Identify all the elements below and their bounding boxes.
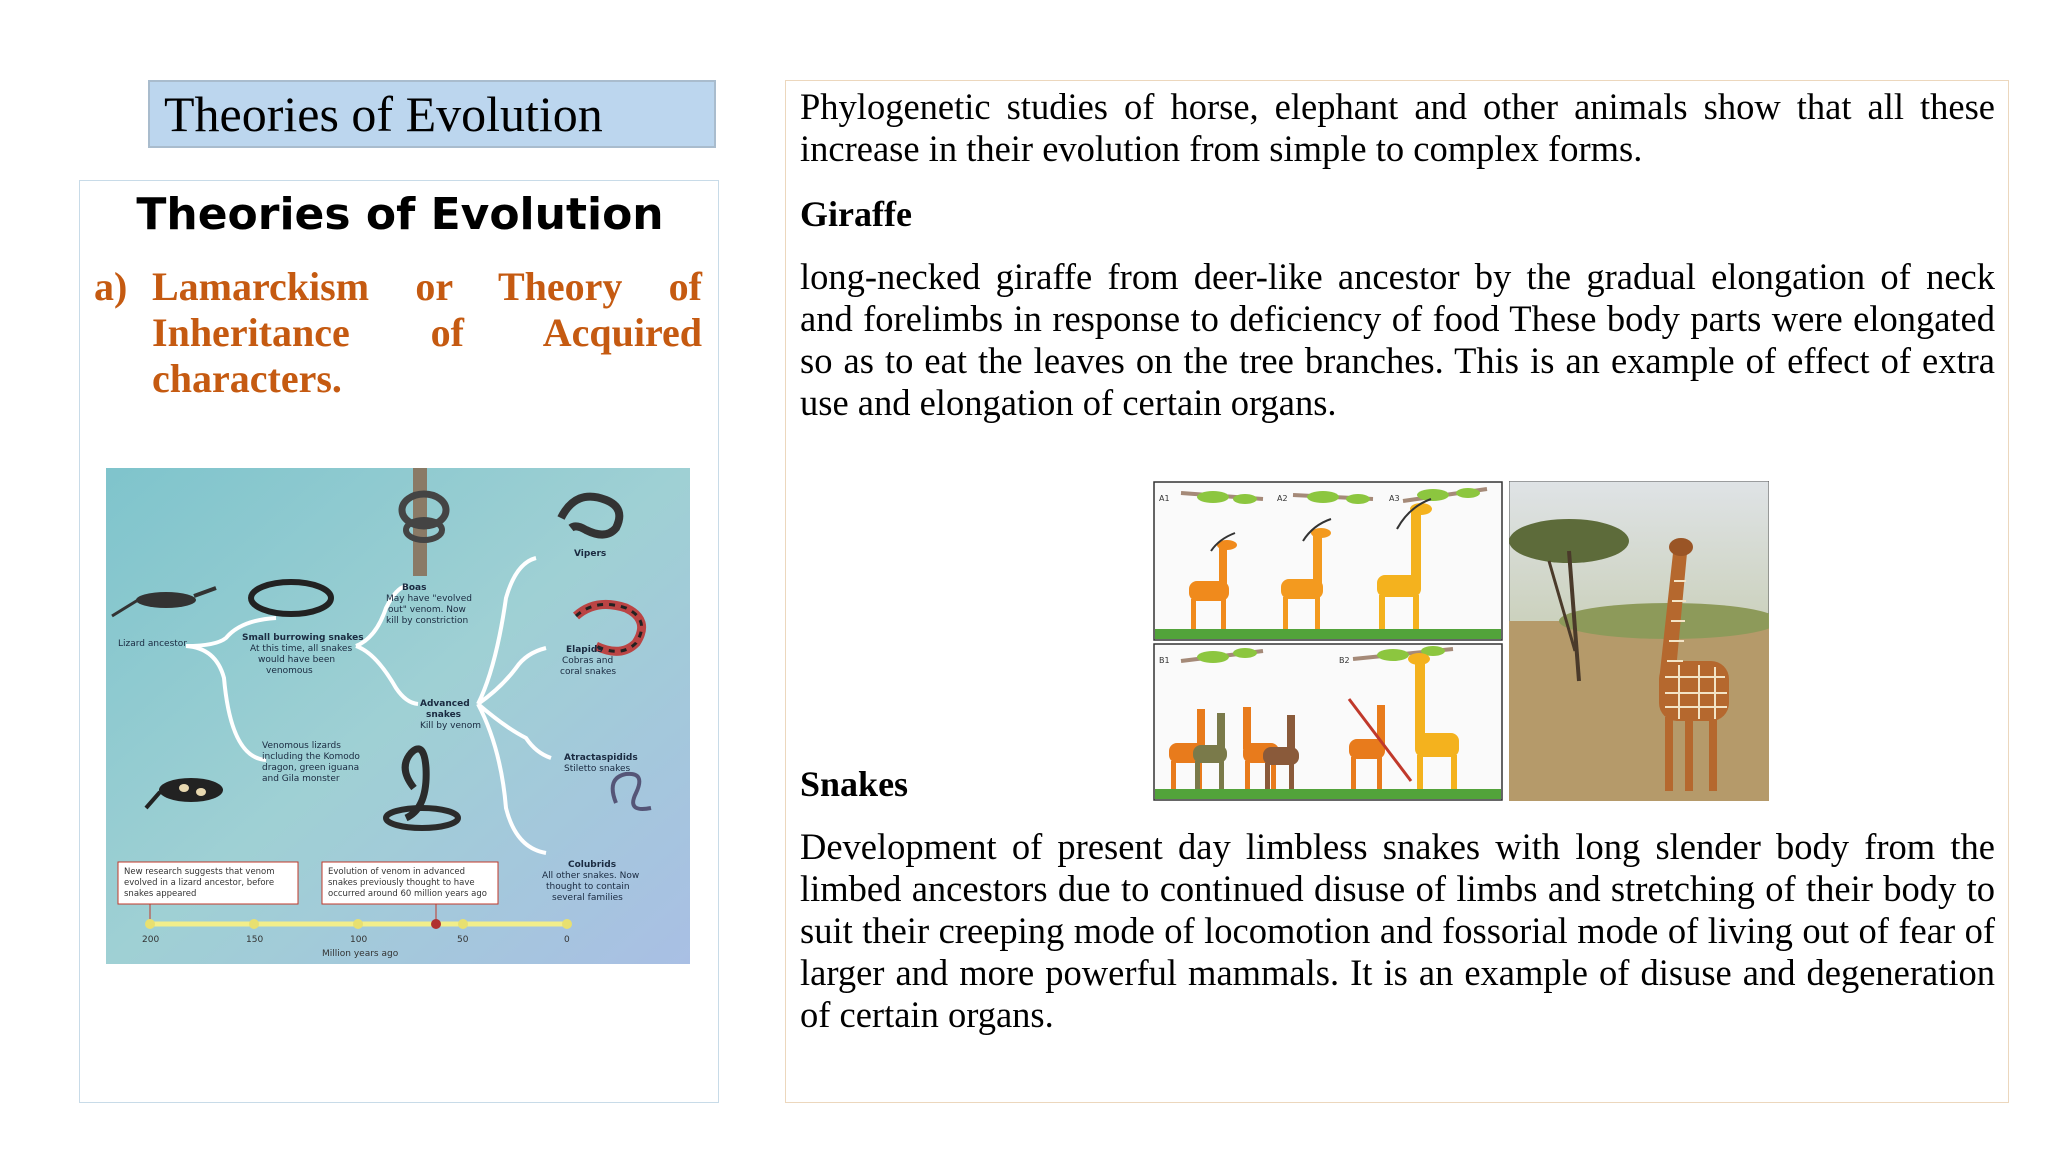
note2-l3: occurred around 60 million years ago: [328, 889, 487, 899]
label-burrowing-l2: would have been: [258, 655, 336, 665]
giraffe-heading: Giraffe: [800, 194, 912, 234]
panel-a: [1154, 482, 1502, 640]
label-elapids-l2: coral snakes: [560, 667, 617, 677]
slide-title: Theories of Evolution: [148, 80, 716, 148]
intro-paragraph: Phylogenetic studies of horse, elephant and other animals show that all these increase in their evolution from simple to complex forms.: [800, 86, 1995, 169]
label-lizard-ancestor: Lizard ancestor: [118, 639, 187, 649]
note1-l1: New research suggests that venom: [124, 867, 275, 877]
section-heading: Theories of Evolution: [136, 189, 664, 240]
label-boas-l2: out" venom. Now: [388, 605, 466, 615]
note1-l3: snakes appeared: [124, 889, 197, 899]
tick-200: 200: [142, 935, 160, 945]
label-a1: A1: [1159, 494, 1170, 503]
label-colubrids-l2: thought to contain: [546, 882, 630, 892]
giraffe-paragraph: long-necked giraffe from deer-like ancestor by the gradual elongation of neck and forelimbs in response to deficiency of food These body parts were elongated so as to eat the leaves on the tree branches. This is an example of effect of extra use and elongation of certain organs.: [800, 256, 1995, 423]
tick-0: 0: [564, 935, 570, 945]
theory-title: Lamarckism or Theory of Inheritance of Acquired characters.: [152, 264, 702, 401]
tick-50: 50: [457, 935, 469, 945]
label-venlizard-l3: dragon, green iguana: [262, 763, 360, 773]
label-venlizard-l1: Venomous lizards: [262, 741, 341, 751]
list-marker: a): [94, 264, 128, 309]
label-colubrids-l1: All other snakes. Now: [542, 871, 640, 881]
label-burrowing-l1: At this time, all snakes: [250, 644, 353, 654]
label-atract-l1: Stiletto snakes: [564, 764, 631, 774]
label-atract-title: Atractaspidids: [564, 753, 638, 763]
label-advanced-l3: Kill by venom: [420, 721, 482, 731]
label-vipers: Vipers: [574, 549, 607, 559]
label-colubrids-l3: several families: [552, 893, 623, 903]
label-a3: A3: [1389, 494, 1400, 503]
snakes-heading: Snakes: [800, 764, 909, 804]
label-burrowing-title: Small burrowing snakes: [242, 633, 364, 643]
axis-label: Million years ago: [322, 949, 399, 959]
label-b2: B2: [1339, 656, 1350, 665]
label-advanced-l2: snakes: [426, 710, 462, 720]
giraffe-evolution-diagram: [1153, 481, 1503, 801]
label-boas-l3: kill by constriction: [386, 616, 469, 626]
label-venlizard-l4: and Gila monster: [262, 774, 340, 784]
panel-b: [1154, 644, 1502, 800]
giraffe-photo: [1509, 481, 1769, 801]
snake-evolution-figure: [106, 468, 690, 964]
label-elapids-l1: Cobras and: [562, 656, 614, 666]
label-a2: A2: [1277, 494, 1288, 503]
label-b1: B1: [1159, 656, 1170, 665]
note2-l2: snakes previously thought to have: [328, 878, 475, 888]
label-colubrids-title: Colubrids: [568, 860, 617, 870]
label-advanced-l1: Advanced: [420, 699, 470, 709]
note2-l1: Evolution of venom in advanced: [328, 867, 466, 877]
label-boas-title: Boas: [402, 583, 427, 593]
label-venlizard-l2: including the Komodo: [262, 752, 360, 762]
snakes-paragraph: Development of present day limbless snakes with long slender body from the limbed ancestors due to continued disuse of limbs and stretching of their body to suit their creeping mode of locomotion and fossorial mode of living out of fear of larger and more powerful mammals. It is an example of disuse and degeneration of certain organs.: [800, 826, 1995, 1035]
tick-100: 100: [350, 935, 368, 945]
note1-l2: evolved in a lizard ancestor, before: [124, 878, 275, 888]
label-boas-l1: May have "evolved: [386, 594, 472, 604]
label-burrowing-l3: venomous: [266, 666, 313, 676]
label-elapids-title: Elapids: [566, 645, 603, 655]
tick-150: 150: [246, 935, 264, 945]
